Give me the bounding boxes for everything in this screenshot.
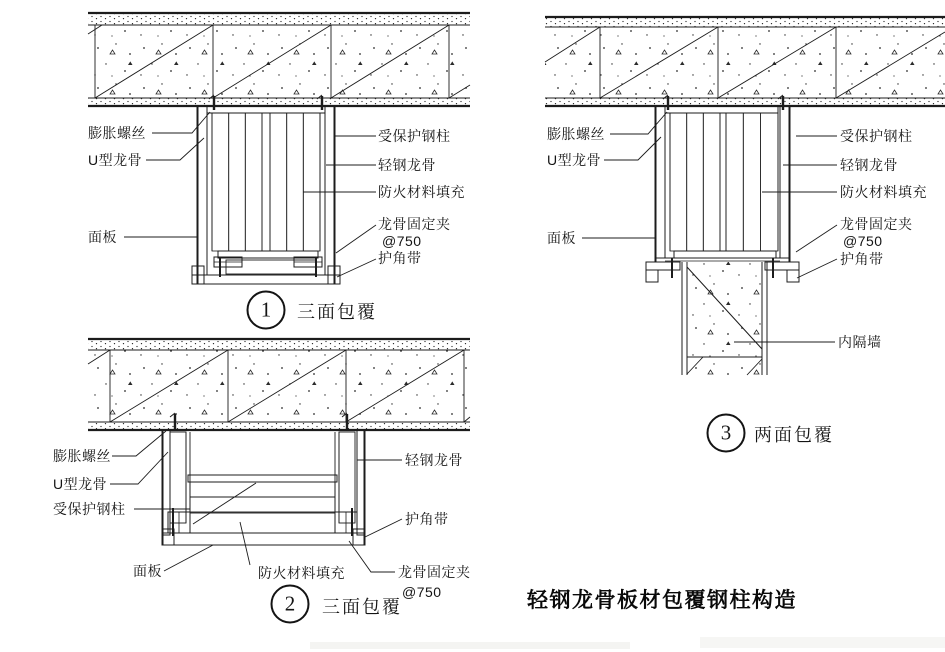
d2-concrete-slab (88, 339, 470, 430)
d2-label-corner-bead: 护角带 (405, 511, 449, 527)
drawing-title: 轻钢龙骨板材包覆钢柱构造 (527, 589, 797, 612)
d2-label-stud-clip: 龙骨固定夹 (398, 564, 471, 580)
d2-leader-lines (110, 431, 402, 572)
d3-caption: 两面包覆 (754, 425, 834, 445)
d1-label-steel-stud: 轻钢龙骨 (378, 157, 436, 173)
d3-label-fire-fill: 防火材料填充 (840, 184, 927, 200)
d1-label-corner-bead: 护角带 (378, 250, 422, 266)
d3-label-protected-column: 受保护钢柱 (840, 128, 913, 144)
d3-detail-number-badge: 3 (707, 414, 746, 453)
scan-artifacts (310, 637, 945, 649)
d3-label-corner-bead: 护角带 (840, 251, 884, 267)
d1-concrete-slab (88, 13, 470, 106)
d1-leader-lines (124, 112, 376, 277)
d1-label-panel: 面板 (88, 229, 117, 245)
d3-label-expansion-screw: 膨胀螺丝 (547, 126, 605, 142)
d1-label-stud-clip-spacing: @750 (382, 233, 422, 249)
d2-label-stud-clip-spacing: @750 (402, 584, 442, 600)
d3-label-stud-clip-spacing: @750 (843, 233, 883, 249)
d1-caption: 三面包覆 (297, 302, 377, 322)
d2-label-panel: 面板 (133, 563, 162, 579)
d3-label-u-channel: U型龙骨 (547, 152, 602, 168)
d1-column-assembly (192, 95, 340, 284)
d1-label-fire-fill: 防火材料填充 (378, 184, 465, 200)
d1-label-expansion-screw: 膨胀螺丝 (88, 125, 146, 141)
d2-label-steel-stud: 轻钢龙骨 (405, 452, 463, 468)
d2-label-fire-fill: 防火材料填充 (258, 565, 345, 581)
d1-label-u-channel: U型龙骨 (88, 152, 143, 168)
d1-label-protected-column: 受保护钢柱 (378, 128, 451, 144)
d2-label-protected-column: 受保护钢柱 (53, 501, 126, 517)
d2-caption: 三面包覆 (322, 597, 402, 617)
d2-label-expansion-screw: 膨胀螺丝 (53, 448, 111, 464)
d2-column-assembly (162, 413, 365, 545)
d3-label-partition: 内隔墙 (838, 334, 882, 350)
d3-label-panel: 面板 (547, 230, 576, 246)
d1-detail-number-badge: 1 (247, 291, 286, 330)
d3-label-steel-stud: 轻钢龙骨 (840, 157, 898, 173)
d2-detail-number-badge: 2 (271, 585, 310, 624)
d3-label-stud-clip: 龙骨固定夹 (840, 216, 913, 232)
d3-concrete-slab (545, 17, 945, 106)
d2-label-u-channel: U型龙骨 (53, 476, 108, 492)
d3-column-assembly (646, 95, 799, 375)
d1-label-stud-clip: 龙骨固定夹 (378, 216, 451, 232)
